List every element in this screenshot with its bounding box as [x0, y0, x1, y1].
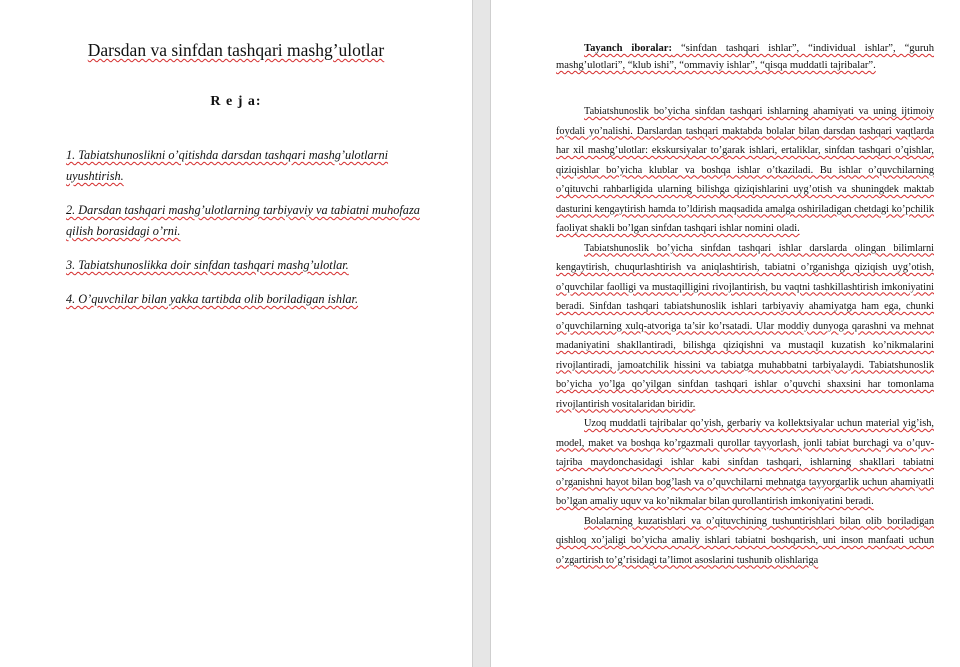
document-title: Darsdan va sinfdan tashqari mashg’ulotlar	[87, 40, 385, 60]
paragraph-3: Uzoq muddatli tajribalar qo’yish, gerbariy va kollektsiyalar uchun material yig’ish, model, maket va boshqa ko’rgazmali qurollar tayyorlash, jonli tabiat burchagi va o’quv-tajriba maydonchasidagi ishlar kabi sinfdan tashqari, ishlarning shakllari tabiatni o’rganishni hayot bilan bog’lash va o’quvchilarni mehnatga tayyorgarlik uchun ahamiyatli bo’lgan amaliy uquv va ko’nikmalar bilan qurollantirish imkoniyatini beradi.	[556, 418, 934, 507]
paragraph-1: Tabiatshunoslik bo’yicha sinfdan tashqari ishlarning ahamiyati va uning ijtimoiy foydali yo’nalishi. Darslardan tashqari maktabda bolalar bilan darsdan tashqari vaqtlarda har xil mashg’ulotlar: ekskursiyalar to’garak ishlari, ertaliklar, sinfdan tashqari o’qishlar, qiziqishlar bo’yicha klublar va boshqa ishlar o’tkaziladi. Bu ishlar o’quvchilarning o’qituvchi rahbarligida ularning bilishga qiziqishlarini uyg’otish va shuningdek maktab dasturini kengaytirish hamda to’ldirish maqsadida amalga oshiriladigan chetdagi ko’pchilik faoliyat shakli bo’lgan sinfdan tashqari ishlar nomini oladi.	[556, 106, 934, 234]
page-gap	[473, 0, 489, 667]
paragraph-2: Tabiatshunoslik bo’yicha sinfdan tashqari ishlar darslarda olingan bilimlarni kengaytirish, chuqurlashtirish va aniqlashtirish, tabiatni o’rganishga qiziqish uyg’otish, o’quvchilar faolligi va mustaqilligini rivojlantirish, bu vaqtni tashkillashtirish imkoniyatini beradi. Sinfdan tashqari tabiatshunoslik ishlari tarbiyaviy ahamiyatga ham ega, chunki o’quvchilarning xulq-atvoriga ta’sir ko’rsatadi. Ular moddiy dunyoga qarashni va mehnat madaniyatini shakllantiradi, bilishga qiziqishni va mustaqil kuzatish ko’nikmalarini rivojlantiradi, jamoatchilik hissini va tabiatga muhabbatni tarbiyalaydi. Tabiatshunoslik bo’yicha yo’lga qo’yilgan sinfdan tashqari ishlar o’quvchi shaxsini har tomonlama rivojlantirish vositalaridan biridir.	[556, 242, 934, 410]
keywords-block	[556, 40, 934, 74]
keywords-text: “sinfdan tashqari ishlar”, “individual ishlar”, “guruh mashg’ulotlari”, “klub ishi”, “ommaviy ishlar”, “qisqa muddatli tajribalar”.	[556, 43, 935, 71]
plan-list	[66, 145, 448, 323]
document-page-left	[0, 0, 473, 667]
body-text	[556, 102, 934, 570]
plan-item-2: 2. Darsdan tashqari mashg’ulotlarning tarbiyaviy va tabiatni muhofaza qilish borasidagi o’rni.	[66, 203, 420, 238]
plan-heading: R e j a:	[210, 94, 262, 109]
paragraph-4: Bolalarning kuzatishlari va o’qituvchining tushuntirishlari bilan olib boriladigan qishloq xo’jaligi bo’yicha amaliy ishlari tabiatni boshqarish, uni inson manfaati uchun o’zgartirish to’g’risidagi ta’limot asoslarini tushunib olishlariga	[556, 515, 934, 566]
keywords-label: Tayanch iboralar:	[584, 43, 673, 54]
plan-item-3: 3. Tabiatshunoslikka doir sinfdan tashqari mashg’ulotlar.	[66, 258, 349, 272]
plan-item-1: 1. Tabiatshunoslikni o’qitishda darsdan tashqari mashg’ulotlarni uyushtirish.	[66, 148, 389, 183]
plan-item-4: 4. O’quvchilar bilan yakka tartibda olib boriladigan ishlar.	[66, 292, 359, 306]
